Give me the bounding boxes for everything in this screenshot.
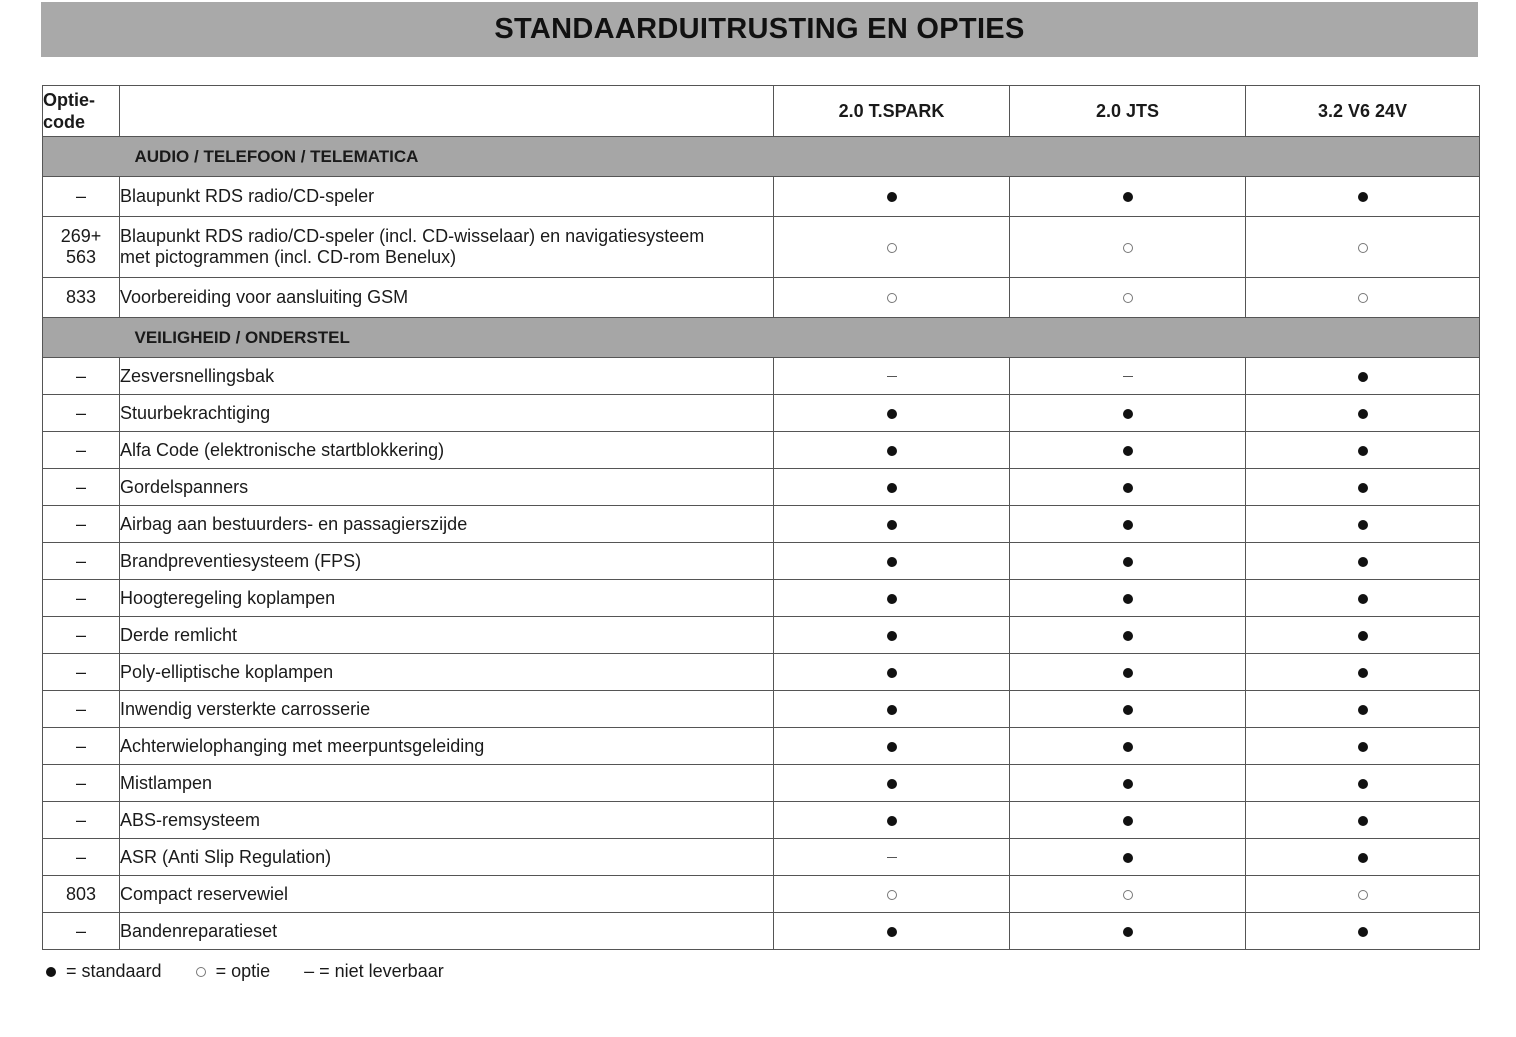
equipment-description: Inwendig versterkte carrosserie [120, 691, 774, 728]
section-header-row [43, 137, 1480, 177]
standard-dot-icon [887, 816, 897, 826]
standard-dot-icon [1358, 483, 1368, 493]
standard-dot-icon [1123, 668, 1133, 678]
option-circle-icon [1358, 243, 1368, 253]
standard-dot-icon [887, 192, 897, 202]
header-description [120, 86, 774, 137]
table-row [43, 580, 1480, 617]
standard-dot-icon [1123, 705, 1133, 715]
option-code: 833 [43, 278, 120, 318]
availability-cell-model-3 [1246, 580, 1480, 617]
standard-dot-icon [1358, 816, 1368, 826]
option-code: – [43, 506, 120, 543]
availability-cell-model-3 [1246, 765, 1480, 802]
not-available-dash-icon [1123, 376, 1133, 377]
standard-dot-icon [1358, 779, 1368, 789]
option-code: – [43, 580, 120, 617]
option-code: 269+ 563 [43, 217, 120, 278]
table-row [43, 802, 1480, 839]
table-row [43, 691, 1480, 728]
standard-dot-icon [1358, 192, 1368, 202]
availability-cell-model-2 [1010, 177, 1246, 217]
equipment-description: Gordelspanners [120, 469, 774, 506]
equipment-description: ABS-remsysteem [120, 802, 774, 839]
page-title: STANDAARDUITRUSTING EN OPTIES [494, 13, 1025, 45]
section-code-cell [43, 318, 120, 358]
availability-cell-model-3 [1246, 913, 1480, 950]
equipment-description: Mistlampen [120, 765, 774, 802]
equipment-description: Airbag aan bestuurders- en passagierszijde [120, 506, 774, 543]
availability-cell-model-2 [1010, 765, 1246, 802]
option-code: – [43, 543, 120, 580]
availability-cell-model-3 [1246, 728, 1480, 765]
standard-dot-icon [1123, 446, 1133, 456]
availability-cell-model-1 [774, 177, 1010, 217]
standard-dot-icon [1358, 594, 1368, 604]
table-row [43, 432, 1480, 469]
option-code: – [43, 654, 120, 691]
standard-dot-icon [1123, 779, 1133, 789]
legend-entry [46, 961, 162, 982]
standard-dot-icon [1358, 557, 1368, 567]
option-code: 803 [43, 876, 120, 913]
table-row [43, 728, 1480, 765]
option-code: – [43, 913, 120, 950]
section-title: AUDIO / TELEFOON / TELEMATICA [120, 137, 1480, 177]
table-row [43, 543, 1480, 580]
availability-cell-model-3 [1246, 691, 1480, 728]
standard-dot-icon [887, 483, 897, 493]
option-code: – [43, 765, 120, 802]
availability-cell-model-3 [1246, 876, 1480, 913]
standard-dot-icon [887, 668, 897, 678]
availability-cell-model-1 [774, 217, 1010, 278]
standard-dot-icon [887, 631, 897, 641]
option-code: – [43, 802, 120, 839]
table-row [43, 217, 1480, 278]
standard-dot-icon [887, 742, 897, 752]
availability-cell-model-1 [774, 691, 1010, 728]
availability-cell-model-2 [1010, 469, 1246, 506]
availability-cell-model-2 [1010, 839, 1246, 876]
legend-label: – = niet leverbaar [304, 961, 444, 981]
standard-dot-icon [887, 705, 897, 715]
option-code: – [43, 358, 120, 395]
availability-cell-model-3 [1246, 802, 1480, 839]
standard-dot-icon [1358, 742, 1368, 752]
option-code: – [43, 728, 120, 765]
standard-dot-icon [1358, 446, 1368, 456]
table-row [43, 876, 1480, 913]
option-circle-icon [1123, 293, 1133, 303]
option-circle-icon [887, 293, 897, 303]
not-available-dash-icon [887, 376, 897, 377]
table-row [43, 177, 1480, 217]
standard-dot-icon [1358, 927, 1368, 937]
equipment-description: Voorbereiding voor aansluiting GSM [120, 278, 774, 318]
standard-dot-icon [1123, 594, 1133, 604]
equipment-description: Hoogteregeling koplampen [120, 580, 774, 617]
title-bar [41, 2, 1478, 57]
equipment-description: Alfa Code (elektronische startblokkering) [120, 432, 774, 469]
standard-dot-icon [46, 967, 56, 977]
legend-entry [196, 961, 271, 982]
standard-dot-icon [1358, 668, 1368, 678]
option-code: – [43, 177, 120, 217]
table-body [43, 137, 1480, 950]
option-circle-icon [1123, 890, 1133, 900]
availability-cell-model-3 [1246, 839, 1480, 876]
section-header-row [43, 318, 1480, 358]
standard-dot-icon [1123, 483, 1133, 493]
legend-label: = standaard [66, 961, 162, 981]
availability-cell-model-1 [774, 654, 1010, 691]
table-row [43, 913, 1480, 950]
availability-cell-model-3 [1246, 654, 1480, 691]
header-model-1: 2.0 T.SPARK [774, 86, 1010, 137]
standard-dot-icon [1358, 705, 1368, 715]
equipment-description: Bandenreparatieset [120, 913, 774, 950]
availability-cell-model-1 [774, 278, 1010, 318]
option-circle-icon [196, 967, 206, 977]
table-row [43, 617, 1480, 654]
table-row [43, 469, 1480, 506]
standard-dot-icon [1123, 927, 1133, 937]
availability-cell-model-2 [1010, 506, 1246, 543]
availability-cell-model-2 [1010, 358, 1246, 395]
equipment-description: Zesversnellingsbak [120, 358, 774, 395]
standard-dot-icon [1358, 853, 1368, 863]
standard-dot-icon [1123, 816, 1133, 826]
availability-cell-model-2 [1010, 395, 1246, 432]
availability-cell-model-3 [1246, 217, 1480, 278]
section-title: VEILIGHEID / ONDERSTEL [120, 318, 1480, 358]
table-row [43, 839, 1480, 876]
availability-cell-model-1 [774, 876, 1010, 913]
standard-dot-icon [887, 446, 897, 456]
availability-cell-model-1 [774, 580, 1010, 617]
option-code: – [43, 395, 120, 432]
availability-cell-model-1 [774, 913, 1010, 950]
availability-cell-model-3 [1246, 278, 1480, 318]
availability-cell-model-1 [774, 839, 1010, 876]
availability-cell-model-1 [774, 617, 1010, 654]
standard-dot-icon [1358, 372, 1368, 382]
standard-dot-icon [1123, 631, 1133, 641]
standard-dot-icon [887, 779, 897, 789]
option-code: – [43, 617, 120, 654]
equipment-description: Poly-elliptische koplampen [120, 654, 774, 691]
availability-cell-model-3 [1246, 358, 1480, 395]
availability-cell-model-2 [1010, 876, 1246, 913]
legend-label: = optie [215, 961, 271, 981]
availability-cell-model-1 [774, 469, 1010, 506]
equipment-description: Compact reservewiel [120, 876, 774, 913]
legend-entry [304, 961, 444, 982]
table-row [43, 278, 1480, 318]
table-header-row [43, 86, 1480, 137]
availability-cell-model-3 [1246, 543, 1480, 580]
header-option-code: Optie- code [43, 86, 120, 137]
equipment-description: Achterwielophanging met meerpuntsgeleiding [120, 728, 774, 765]
availability-cell-model-3 [1246, 395, 1480, 432]
standard-dot-icon [887, 927, 897, 937]
standard-dot-icon [887, 557, 897, 567]
availability-cell-model-2 [1010, 728, 1246, 765]
availability-cell-model-1 [774, 395, 1010, 432]
availability-cell-model-2 [1010, 580, 1246, 617]
availability-cell-model-2 [1010, 654, 1246, 691]
standard-dot-icon [1123, 557, 1133, 567]
equipment-description: Derde remlicht [120, 617, 774, 654]
legend [46, 961, 478, 982]
standard-dot-icon [1123, 192, 1133, 202]
table-row [43, 358, 1480, 395]
availability-cell-model-2 [1010, 913, 1246, 950]
availability-cell-model-3 [1246, 506, 1480, 543]
availability-cell-model-1 [774, 728, 1010, 765]
availability-cell-model-2 [1010, 217, 1246, 278]
header-model-3: 3.2 V6 24V [1246, 86, 1480, 137]
availability-cell-model-2 [1010, 691, 1246, 728]
standard-dot-icon [887, 594, 897, 604]
option-code: – [43, 432, 120, 469]
equipment-description: Stuurbekrachtiging [120, 395, 774, 432]
option-code: – [43, 691, 120, 728]
table-row [43, 395, 1480, 432]
table-row [43, 765, 1480, 802]
availability-cell-model-1 [774, 765, 1010, 802]
option-circle-icon [887, 890, 897, 900]
availability-cell-model-3 [1246, 469, 1480, 506]
equipment-description: Blaupunkt RDS radio/CD-speler [120, 177, 774, 217]
standard-dot-icon [1123, 409, 1133, 419]
standard-dot-icon [887, 520, 897, 530]
availability-cell-model-3 [1246, 177, 1480, 217]
availability-cell-model-2 [1010, 278, 1246, 318]
option-circle-icon [1358, 293, 1368, 303]
equipment-description: Blaupunkt RDS radio/CD-speler (incl. CD-wisselaar) en navigatiesysteem met pictogrammen (incl. CD-rom Benelux) [120, 217, 774, 278]
equipment-description: Brandpreventiesysteem (FPS) [120, 543, 774, 580]
option-circle-icon [887, 243, 897, 253]
availability-cell-model-3 [1246, 432, 1480, 469]
availability-cell-model-1 [774, 802, 1010, 839]
availability-cell-model-2 [1010, 432, 1246, 469]
not-available-dash-icon [887, 857, 897, 858]
equipment-description: ASR (Anti Slip Regulation) [120, 839, 774, 876]
standard-dot-icon [1123, 742, 1133, 752]
availability-cell-model-2 [1010, 617, 1246, 654]
equipment-table [42, 85, 1480, 950]
header-model-2: 2.0 JTS [1010, 86, 1246, 137]
availability-cell-model-1 [774, 543, 1010, 580]
standard-dot-icon [1358, 520, 1368, 530]
availability-cell-model-2 [1010, 802, 1246, 839]
standard-dot-icon [1123, 520, 1133, 530]
table-row [43, 654, 1480, 691]
availability-cell-model-3 [1246, 617, 1480, 654]
availability-cell-model-1 [774, 358, 1010, 395]
standard-dot-icon [1358, 409, 1368, 419]
option-code: – [43, 839, 120, 876]
availability-cell-model-2 [1010, 543, 1246, 580]
table-row [43, 506, 1480, 543]
option-code: – [43, 469, 120, 506]
option-circle-icon [1358, 890, 1368, 900]
standard-dot-icon [1358, 631, 1368, 641]
standard-dot-icon [1123, 853, 1133, 863]
availability-cell-model-1 [774, 432, 1010, 469]
standard-dot-icon [887, 409, 897, 419]
section-code-cell [43, 137, 120, 177]
option-circle-icon [1123, 243, 1133, 253]
availability-cell-model-1 [774, 506, 1010, 543]
